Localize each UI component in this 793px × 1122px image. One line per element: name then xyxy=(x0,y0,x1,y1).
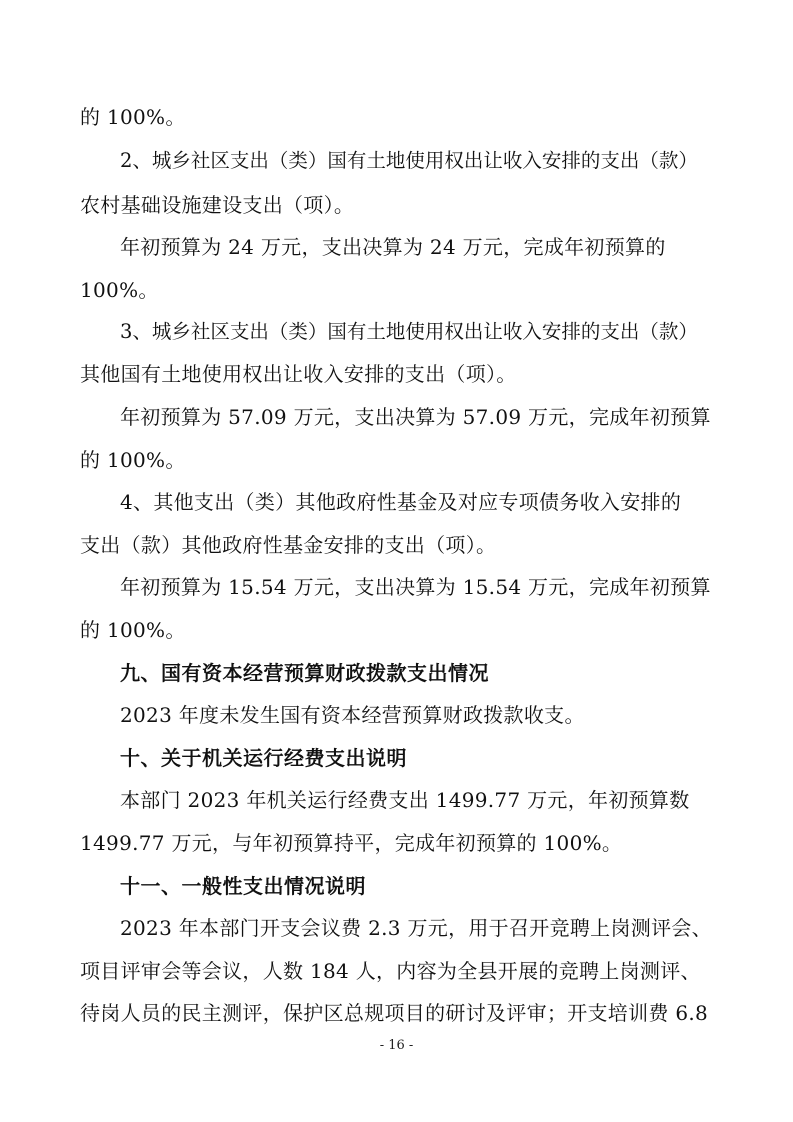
paragraph-line: 3、城乡社区支出（类）国有土地使用权出让收入安排的支出（款） xyxy=(120,320,698,343)
paragraph-line: 2023 年度未发生国有资本经营预算财政拨款收支。 xyxy=(120,703,585,727)
page-number: - 16 - xyxy=(379,1038,414,1053)
section-heading: 十一、一般性支出情况说明 xyxy=(120,874,366,898)
paragraph-line: 年初预算为 57.09 万元，支出决算为 57.09 万元，完成年初预算 xyxy=(120,405,711,429)
paragraph-line: 2023 年本部门开支会议费 2.3 万元，用于召开竞聘上岗测评会、 xyxy=(120,916,712,940)
paragraph-line: 4、其他支出（类）其他政府性基金及对应专项债务收入安排的 xyxy=(120,490,682,514)
paragraph-line: 的 100%。 xyxy=(80,448,186,472)
paragraph-line: 年初预算为 24 万元，支出决算为 24 万元，完成年初预算的 xyxy=(120,235,666,259)
paragraph-line: 的 100%。 xyxy=(80,618,186,642)
section-heading: 十、关于机关运行经费支出说明 xyxy=(120,746,407,770)
paragraph-line: 项目评审会等会议，人数 184 人，内容为全县开展的竞聘上岗测评、 xyxy=(80,959,701,983)
paragraph-line: 100%。 xyxy=(80,278,159,302)
paragraph-line: 本部门 2023 年机关运行经费支出 1499.77 万元，年初预算数 xyxy=(120,788,690,812)
paragraph-line: 待岗人员的民主测评，保护区总规项目的研讨及评审；开支培训费 6.8 xyxy=(80,1001,709,1025)
paragraph-line: 2、城乡社区支出（类）国有土地使用权出让收入安排的支出（款） xyxy=(120,149,698,172)
paragraph-line: 农村基础设施建设支出（项）。 xyxy=(80,193,355,217)
paragraph-line: 1499.77 万元，与年初预算持平，完成年初预算的 100%。 xyxy=(80,831,623,855)
paragraph-line: 其他国有土地使用权出让收入安排的支出（项）。 xyxy=(80,362,517,386)
paragraph-line: 支出（款）其他政府性基金安排的支出（项）。 xyxy=(80,533,497,557)
paragraph-line: 年初预算为 15.54 万元，支出决算为 15.54 万元，完成年初预算 xyxy=(120,575,711,599)
paragraph-line: 的 100%。 xyxy=(80,105,186,129)
section-heading: 九、国有资本经营预算财政拨款支出情况 xyxy=(120,661,489,685)
